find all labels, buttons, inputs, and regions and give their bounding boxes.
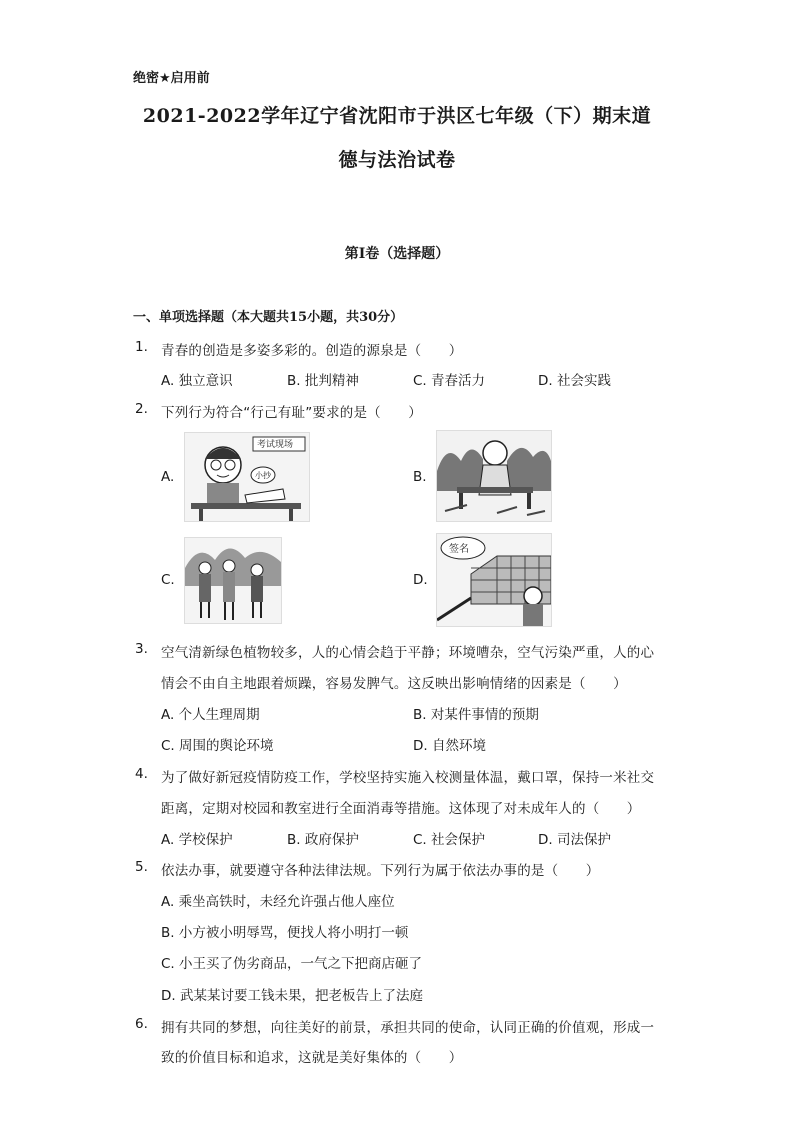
option: A. 学校保护	[161, 832, 233, 848]
sign-bubble-text: 签名	[449, 544, 469, 555]
option: C. 社会保护	[413, 832, 486, 848]
option-label: C.	[161, 572, 175, 588]
question-number: 1.	[135, 339, 148, 355]
secret-mark: 绝密★启用前	[133, 71, 210, 86]
cheat-note-text: 小抄	[255, 471, 271, 480]
question-text: 青春的创造是多姿多彩的。创造的源泉是（ ）	[161, 343, 463, 359]
question-number: 3.	[135, 641, 148, 657]
question-number: 6.	[135, 1016, 148, 1032]
option: A. 个人生理周期	[161, 707, 260, 723]
cartoon-wall-signing	[436, 533, 552, 627]
option: B. 批判精神	[287, 373, 359, 389]
question-text: 拥有共同的梦想，向往美好的前景，承担共同的使命，认同正确的价值观，形成一	[161, 1020, 655, 1036]
option-label: B.	[413, 469, 427, 485]
cartoon-park-bench	[436, 430, 552, 522]
question-text: 空气清新绿色植物较多，人的心情会趋于平静；环境嘈杂，空气污染严重，人的心	[161, 645, 655, 661]
option: B. 小方被小明辱骂，便找人将小明打一顿	[161, 925, 409, 941]
option: C. 周围的舆论环境	[161, 738, 274, 754]
option-label: D.	[413, 572, 428, 588]
exam-sign-text: 考试现场	[257, 440, 294, 450]
option: C. 青春活力	[413, 373, 486, 389]
option: A. 乘坐高铁时，未经允许强占他人座位	[161, 894, 395, 910]
option: B. 对某件事情的预期	[413, 707, 539, 723]
question-text: 致的价值目标和追求，这就是美好集体的（ ）	[161, 1050, 463, 1066]
option: D. 自然环境	[413, 738, 486, 754]
option: D. 司法保护	[538, 832, 611, 848]
question-number: 4.	[135, 766, 148, 782]
question-number: 2.	[135, 401, 148, 417]
exam-title-line1: 2021-2022学年辽宁省沈阳市于洪区七年级（下）期末道	[142, 105, 652, 127]
option: B. 政府保护	[287, 832, 359, 848]
volume-heading: 第I卷（选择题）	[344, 246, 450, 262]
option: D. 社会实践	[538, 373, 611, 389]
exam-title-line2: 德与法治试卷	[338, 149, 456, 171]
question-text: 距离，定期对校园和教室进行全面消毒等措施。这体现了对未成年人的（ ）	[161, 801, 641, 817]
question-text: 为了做好新冠疫情防疫工作，学校坚持实施入校测量体温，戴口罩，保持一米社交	[161, 770, 655, 786]
section-heading: 一、单项选择题（本大题共15小题，共30分）	[133, 310, 404, 325]
cartoon-exam-cheating	[184, 432, 310, 522]
question-number: 5.	[135, 859, 148, 875]
question-text: 情会不由自主地跟着烦躁，容易发脾气。这反映出影响情绪的因素是（ ）	[161, 676, 627, 692]
question-text: 依法办事，就要遵守各种法律法规。下列行为属于依法办事的是（ ）	[161, 863, 600, 879]
option-label: A.	[161, 469, 175, 485]
option: C. 小王买了伪劣商品，一气之下把商店砸了	[161, 956, 423, 972]
option: D. 武某某讨要工钱未果，把老板告上了法庭	[161, 988, 423, 1004]
cartoon-people-line	[184, 537, 282, 624]
question-text: 下列行为符合“行己有耻”要求的是（ ）	[161, 405, 422, 421]
option: A. 独立意识	[161, 373, 233, 389]
